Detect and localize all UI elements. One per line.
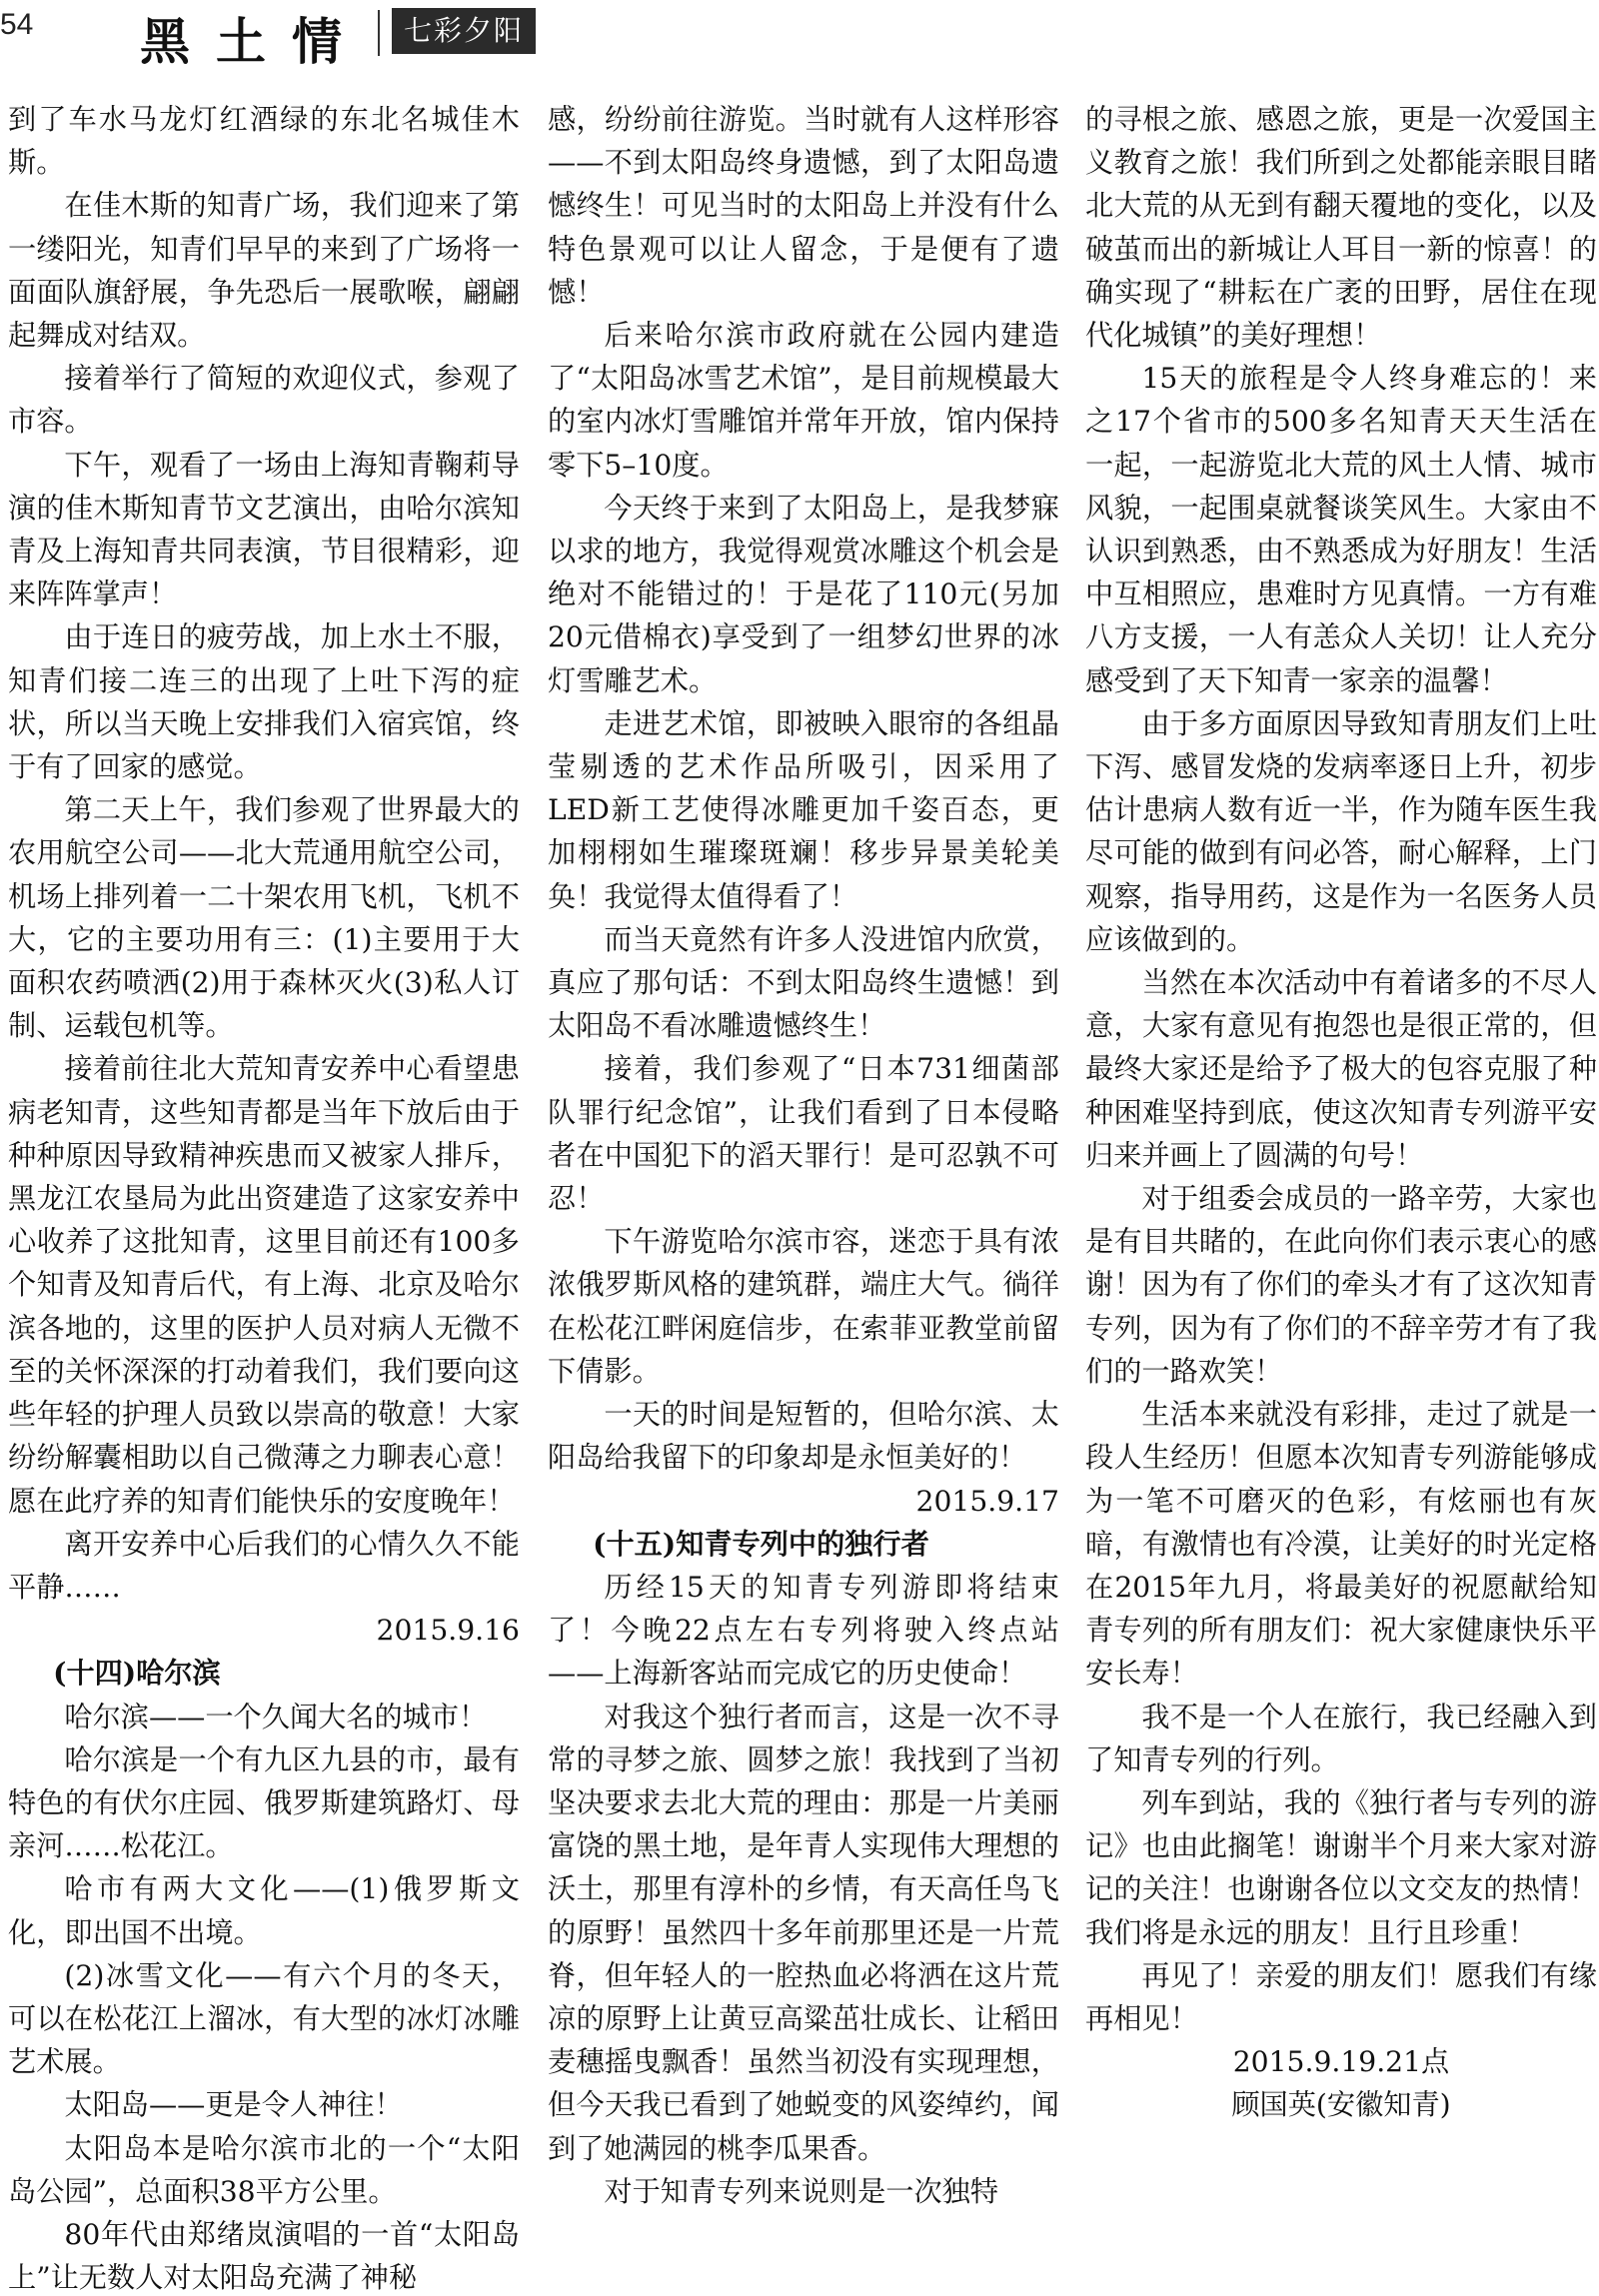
paragraph: 在佳木斯的知青广场，我们迎来了第一缕阳光，知青们早早的来到了广场将一面面队旗舒展，争先恐后一展歌喉，翩翩起舞成对结双。 — [8, 189, 520, 353]
paragraph: 太阳岛——更是令人神往！ — [64, 2088, 403, 2122]
paragraph: 我不是一个人在旅行，我已经融入到了知青专列的行列。 — [1085, 1700, 1597, 1776]
paragraph: 离开安养中心后我们的心情久久不能平静…… — [8, 1527, 520, 1604]
paragraph: 对我这个独行者而言，这是一次不寻常的寻梦之旅、圆梦之旅！我找到了当初坚决要求去北大荒的理由：那是一片美丽富饶的黑土地，是年青人实现伟大理想的沃土，那里有淳朴的乡情，有天高任鸟飞的原野！虽然四十多年前那里还是一片荒脊，但年轻人的一腔热血必将洒在这片荒凉的原野上让黄豆高粱茁壮成长、让稻田麦穗摇曳飘香！虽然当初没有实现理想，但今天我已看到了她蜕变的风姿绰约，闻到了她满园的桃李瓜果香。 — [548, 1700, 1059, 2165]
section-heading: (十四)哈尔滨 — [53, 1657, 221, 1691]
dateline: 2015.9.17 — [915, 1484, 1059, 1518]
paragraph: 80年代由郑绪岚演唱的一首“太阳岛上”让无数人对太阳岛充满了神秘 — [8, 2217, 520, 2291]
signature-date: 2015.9.19.21点 — [1232, 2045, 1450, 2079]
paragraph: 感，纷纷前往游览。当时就有人这样形容——不到太阳岛终身遗憾，到了太阳岛遗憾终生！可见当时的太阳岛上并没有什么特色景观可以让人留念，于是便有了遗憾！ — [548, 103, 1059, 309]
paragraph: 当然在本次活动中有着诸多的不尽人意，大家有意见有抱怨也是很正常的，但最终大家还是给予了极大的包容克服了种种困难坚持到底，使这次知青专列游平安归来并画上了圆满的句号！ — [1085, 966, 1597, 1172]
paragraph: 今天终于来到了太阳岛上，是我梦寐以求的地方，我觉得观赏冰雕这个机会是绝对不能错过的！于是花了110元(另加20元借棉衣)享受到了一组梦幻世界的冰灯雪雕艺术。 — [548, 491, 1059, 697]
section-badge: 七彩夕阳 — [392, 8, 536, 54]
paragraph: 再见了！亲爱的朋友们！愿我们有缘再相见！ — [1085, 1958, 1597, 2035]
paragraph: 后来哈尔滨市政府就在公园内建造了“太阳岛冰雪艺术馆”，是目前规模最大的室内冰灯雪雕馆并常年开放，馆内保持零下5–10度。 — [548, 319, 1059, 482]
paragraph: 而当天竟然有许多人没进馆内欣赏，真应了那句话：不到太阳岛终生遗憾！到太阳岛不看冰雕遗憾终生！ — [548, 922, 1059, 1043]
signature-author: 顾国英(安徽知青) — [1231, 2088, 1451, 2122]
article-column-1 — [8, 98, 520, 2291]
page-header — [0, 0, 1599, 70]
paragraph: 对于知青专列来说则是一次独特 — [604, 2174, 999, 2208]
paragraph: 15天的旅程是令人终身难忘的！来之17个省市的500多名知青天天生活在一起，一起游览北大荒的风土人情、城市风貌，一起围桌就餐谈笑风生。大家由不认识到熟悉，由不熟悉成为好朋友！生活中互相照应，患难时方见真情。一方有难八方支援，一人有恙众人关切！让人充分感受到了天下知青一家亲的温馨！ — [1085, 362, 1597, 697]
paragraph: 太阳岛本是哈尔滨市北的一个“太阳岛公园”，总面积38平方公里。 — [8, 2131, 520, 2208]
paragraph: (2)冰雪文化——有六个月的冬天，可以在松花江上溜冰，有大型的冰灯冰雕艺术展。 — [8, 1958, 520, 2079]
paragraph: 接着举行了简短的欢迎仪式，参观了市容。 — [8, 362, 520, 439]
paragraph: 哈尔滨——一个久闻大名的城市！ — [64, 1700, 488, 1733]
paragraph: 历经15天的知青专列游即将结束了！今晚22点左右专列将驶入终点站——上海新客站而完成它的历史使命！ — [548, 1570, 1059, 1691]
paragraph: 由于多方面原因导致知青朋友们上吐下泻、感冒发烧的发病率逐日上升，初步估计患病人数有近一半，作为随车医生我尽可能的做到有问必答，耐心解释，上门观察，指导用药，这是作为一名医务人员应该做到的。 — [1085, 706, 1597, 956]
paragraph: 由于连日的疲劳战，加上水土不服，知青们接二连三的出现了上吐下泻的症状，所以当天晚上安排我们入宿宾馆，终于有了回家的感觉。 — [8, 620, 520, 784]
paragraph: 生活本来就没有彩排，走过了就是一段人生经历！但愿本次知青专列游能够成为一笔不可磨灭的色彩，有炫丽也有灰暗，有激情也有冷漠，让美好的时光定格在2015年九月，将最美好的祝愿献给知青专列的所有朋友们：祝大家健康快乐平安长寿！ — [1085, 1398, 1597, 1691]
section-heading: (十五)知青专列中的独行者 — [593, 1527, 929, 1561]
paragraph: 一天的时间是短暂的，但哈尔滨、太阳岛给我留下的印象却是永恒美好的！ — [548, 1398, 1059, 1475]
paragraph: 下午，观看了一场由上海知青鞠莉导演的佳木斯知青节文艺演出，由哈尔滨知青及上海知青共同表演，节目很精彩，迎来阵阵掌声！ — [8, 448, 520, 611]
page-number: 54 — [0, 8, 34, 41]
paragraph: 哈尔滨是一个有九区九县的市，最有特色的有伏尔庄园、俄罗斯建筑路灯、母亲河……松花江。 — [8, 1742, 520, 1863]
paragraph: 第二天上午，我们参观了世界最大的农用航空公司——北大荒通用航空公司，机场上排列着一二十架农用飞机，飞机不大，它的主要功用有三：(1)主要用于大面积农药喷洒(2)用于森林灭火(3)私人订制、运载包机等。 — [8, 793, 520, 1043]
paragraph: 哈市有两大文化——(1)俄罗斯文化，即出国不出境。 — [8, 1872, 520, 1949]
dateline: 2015.9.16 — [376, 1614, 520, 1648]
paragraph: 走进艺术馆，即被映入眼帘的各组晶莹剔透的艺术作品所吸引，因采用了LED新工艺使得冰雕更加千姿百态，更加栩栩如生璀璨斑斓！移步异景美轮美奂！我觉得太值得看了！ — [548, 706, 1059, 913]
paragraph: 下午游览哈尔滨市容，迷恋于具有浓浓俄罗斯风格的建筑群，端庄大气。徜徉在松花江畔闲庭信步，在索菲亚教堂前留下倩影。 — [548, 1225, 1059, 1388]
paragraph: 接着前往北大荒知青安养中心看望患病老知青，这些知青都是当年下放后由于种种原因导致精神疾患而又被家人排斥，黑龙江农垦局为此出资建造了这家安养中心收养了这批知青，这里目前还有100多个知青及知青后代，有上海、北京及哈尔滨各地的，这里的医护人员对病人无微不至的关怀深深的打动着我们，我们要向这些年轻的护理人员致以崇高的敬意！大家纷纷解囊相助以自己微薄之力聊表心意！愿在此疗养的知青们能快乐的安度晚年！ — [8, 1052, 520, 1518]
paragraph: 的寻根之旅、感恩之旅，更是一次爱国主义教育之旅！我们所到之处都能亲眼目睹北大荒的从无到有翻天覆地的变化，以及破茧而出的新城让人耳目一新的惊喜！的确实现了“耕耘在广袤的田野，居住在现代化城镇”的美好理想！ — [1085, 103, 1597, 353]
paragraph: 到了车水马龙灯红酒绿的东北名城佳木斯。 — [8, 103, 520, 180]
article-column-3 — [1085, 98, 1597, 2291]
article-column-2 — [548, 98, 1059, 2291]
magazine-title: 黑土情 — [140, 12, 368, 71]
paragraph: 列车到站，我的《独行者与专列的游记》也由此搁笔！谢谢半个月来大家对游记的关注！也谢谢各位以文交友的热情！我们将是永远的朋友！且行且珍重！ — [1085, 1785, 1597, 1949]
paragraph: 对于组委会成员的一路辛劳，大家也是有目共睹的，在此向你们表示衷心的感谢！因为有了你们的牵头才有了这次知青专列，因为有了你们的不辞辛劳才有了我们的一路欢笑！ — [1085, 1182, 1597, 1388]
paragraph: 接着，我们参观了“日本731细菌部队罪行纪念馆”，让我们看到了日本侵略者在中国犯下的滔天罪行！是可忍孰不可忍！ — [548, 1052, 1059, 1216]
header-divider — [378, 10, 380, 56]
